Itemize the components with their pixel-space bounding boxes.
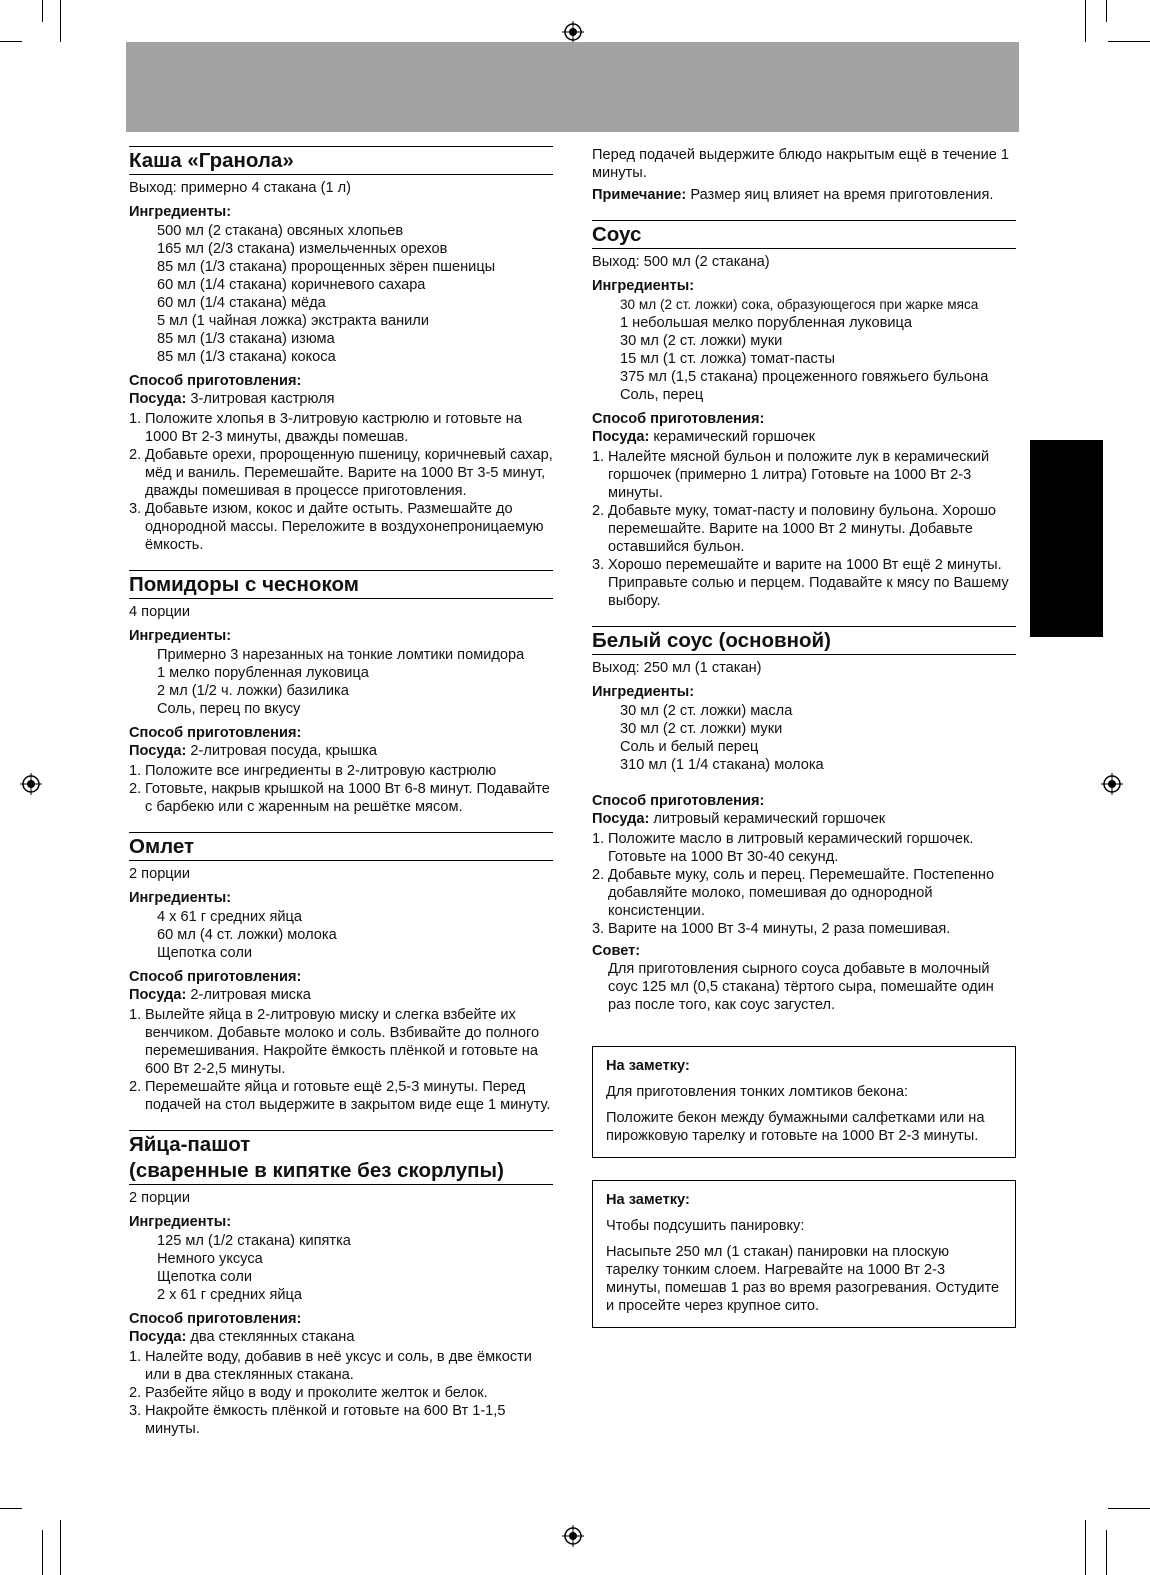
recipe-white-sauce [592,626,1016,1014]
note-box-line: Насыпьте 250 мл (1 стакан) панировки на плоскую тарелку тонким слоем. Нагревайте на 1000 Вт 2-3 минуты, помешав 1 раз во время разогревания. Остудите и просейте через крупное сито. [606,1244,1000,1314]
method-label: Способ приготовления: [592,411,765,427]
crop-mark [0,1508,22,1509]
crop-mark [42,1530,43,1575]
step-text: Накройте ёмкость плёнкой и готовьте на 600 Вт 1-1,5 минуты. [145,1403,506,1437]
registration-mark-icon [562,21,584,43]
step-number: 2. [592,867,605,883]
step-text: Хорошо перемешайте и варите на 1000 Вт ещё 2 минуты. Приправьте солью и перцем. Подавайте к мясу по Вашему выбору. [608,557,1009,609]
note-text: Размер яиц влияет на время приготовления. [686,187,994,203]
note-box-line: Положите бекон между бумажными салфетками или на пирожковую тарелку и готовьте на 1000 Вт 2-3 минуты. [606,1110,985,1144]
ingredient-item: Щепотка соли [157,945,252,961]
crop-mark [1108,1508,1150,1509]
cookware-label: Посуда: [129,987,187,1003]
cookware-line [129,986,553,1004]
step-number: 1. [129,763,142,779]
spacer [592,1030,1016,1046]
steps-list [129,1348,553,1438]
step-number: 3. [129,1403,142,1419]
recipe-tomatoes [129,570,553,816]
crop-mark [1106,0,1107,22]
ingredients-list [592,702,1016,774]
ingredient-item: 85 мл (1/3 стакана) пророщенных зёрен пшеницы [157,259,496,275]
recipe-yield: Выход: примерно 4 стакана (1 л) [129,180,352,196]
ingredient-item: 30 мл (2 ст. ложки) масла [620,703,793,719]
step-text: Добавьте изюм, кокос и дайте остыть. Размешайте до однородной массы. Переложите в воздухонепроницаемую ёмкость. [145,501,544,553]
recipe-title [129,1130,553,1185]
step-text: Варите на 1000 Вт 3-4 минуты, 2 раза помешивая. [608,921,951,937]
ingredient-item: Соль и белый перец [620,739,759,755]
ingredient-item: 15 мл (1 ст. ложка) томат-пасты [620,351,836,367]
note-box-line: Чтобы подсушить панировку: [606,1218,805,1234]
ingredients-label: Ингредиенты: [129,628,232,644]
poached-continuation: Перед подачей выдержите блюдо накрытым ещё в течение 1 минуты. [592,147,1010,181]
ingredients-list [129,646,553,718]
crop-mark [1106,1530,1107,1575]
ingredient-item: Щепотка соли [157,1269,252,1285]
cookware-value: литровый керамический горшочек [649,811,886,827]
side-tab [1030,440,1103,637]
step-number: 1. [592,831,605,847]
crop-mark [0,41,22,42]
recipe-title-line: Яйца-пашот [129,1133,251,1156]
ingredient-item: Соль, перец [620,387,704,403]
ingredient-item: 500 мл (2 стакана) овсяных хлопьев [157,223,404,239]
right-column [592,146,1016,1350]
ingredient-item: Примерно 3 нарезанных на тонкие ломтики помидора [157,647,525,663]
step-text: Перемешайте яйца и готовьте ещё 2,5-3 минуты. Перед подачей на стол выдержите в закрытом виде еще 1 минуту. [145,1079,551,1113]
step-number: 1. [129,1007,142,1023]
method-label: Способ приготовления: [129,725,302,741]
note-box-heading: На заметку: [606,1058,690,1074]
step-item [129,1402,553,1438]
note-box-breadcrumbs [592,1180,1016,1328]
step-item [129,410,553,446]
step-number: 1. [592,449,605,465]
step-item [592,866,1016,920]
tip-label: Совет: [592,943,641,959]
step-text: Добавьте муку, соль и перец. Перемешайте. Постепенно добавляйте молоко, помешивая до однородной консистенции. [608,867,995,919]
ingredient-item: 375 мл (1,5 стакана) процеженного говяжьего бульона [620,369,989,385]
step-item [592,830,1016,866]
step-text: Разбейте яйцо в воду и проколите желток и белок. [145,1385,488,1401]
step-number: 2. [129,447,142,463]
cookware-value: два стеклянных стакана [186,1329,355,1345]
step-item [592,556,1016,610]
note-box-heading: На заметку: [606,1192,690,1208]
step-item [129,1078,553,1114]
step-number: 1. [129,1349,142,1365]
cookware-label: Посуда: [129,391,187,407]
ingredient-item: 60 мл (1/4 стакана) коричневого сахара [157,277,426,293]
cookware-line [129,390,553,408]
recipe-title-line: (сваренные в кипятке без скорлупы) [129,1159,504,1182]
ingredients-list [129,222,553,366]
ingredient-item: 165 мл (2/3 стакана) измельченных орехов [157,241,448,257]
step-number: 2. [129,1079,142,1095]
note-box-line: Для приготовления тонких ломтиков бекона: [606,1084,909,1100]
ingredients-list [129,1232,553,1304]
ingredients-label: Ингредиенты: [592,684,695,700]
step-text: Положите все ингредиенты в 2-литровую кастрюлю [145,763,497,779]
crop-mark [60,0,61,42]
cookware-value: 2-литровая посуда, крышка [186,743,377,759]
method-label: Способ приготовления: [129,373,302,389]
cookware-line [592,810,1016,828]
step-item [129,446,553,500]
step-text: Налейте мясной бульон и положите лук в керамический горшочек (примерно 1 литра) Готовьте на 1000 Вт 2-3 минуты. [608,449,990,501]
cookware-value: 2-литровая миска [186,987,311,1003]
steps-list [592,448,1016,610]
crop-mark [1085,1520,1086,1575]
note-label: Примечание: [592,187,687,203]
step-number: 2. [129,1385,142,1401]
step-text: Вылейте яйца в 2-литровую миску и слегка взбейте их венчиком. Добавьте молоко и соль. Взбивайте до полного перемешивания. Накройте ёмкость плёнкой и готовьте на 600 Вт 2-2,5 минуты. [145,1007,540,1077]
ingredient-item: 1 мелко порубленная луковица [157,665,369,681]
steps-list [592,830,1016,938]
step-text: Готовьте, накрыв крышкой на 1000 Вт 6-8 минут. Подавайте с барбекю или с жаренным на решётке мясом. [145,781,550,815]
ingredients-list [592,296,1016,404]
step-number: 2. [129,781,142,797]
cookware-label: Посуда: [129,743,187,759]
tip-text: Для приготовления сырного соуса добавьте в молочный соус 125 мл (0,5 стакана) тёртого сыра, помешайте один раз после того, как соус загустел. [608,961,994,1013]
recipe-granola [129,146,553,554]
ingredient-item: 2 x 61 г средних яйца [157,1287,303,1303]
step-number: 3. [592,557,605,573]
recipe-title: Помидоры с чесноком [129,570,553,599]
step-text: Положите масло в литровый керамический горшочек. Готовьте на 1000 Вт 30-40 секунд. [608,831,974,865]
step-text: Добавьте муку, томат-пасту и половину бульона. Хорошо перемешайте. Варите на 1000 Вт 2 минуты. Добавьте оставшийся бульон. [608,503,997,555]
registration-mark-icon [1101,773,1123,795]
header-band [126,42,1019,132]
step-item [592,920,1016,938]
cookware-line [129,1328,553,1346]
ingredient-item: 85 мл (1/3 стакана) кокоса [157,349,336,365]
ingredient-item: 4 x 61 г средних яйца [157,909,303,925]
ingredients-list [129,908,553,962]
ingredient-item: 310 мл (1 1/4 стакана) молока [620,757,824,773]
ingredient-item: 2 мл (1/2 ч. ложки) базилика [157,683,349,699]
step-item [129,1006,553,1078]
cookware-label: Посуда: [592,429,650,445]
ingredient-item: 5 мл (1 чайная ложка) экстракта ванили [157,313,429,329]
cookware-line [129,742,553,760]
ingredients-label: Ингредиенты: [592,278,695,294]
step-item [592,448,1016,502]
method-label: Способ приготовления: [129,1311,302,1327]
left-column [129,146,553,1454]
step-item [129,500,553,554]
cookware-value: 3-литровая кастрюля [186,391,335,407]
crop-mark [42,0,43,22]
ingredient-item: 30 мл (2 ст. ложки) муки [620,333,783,349]
note-line [592,186,1016,204]
cookware-label: Посуда: [592,811,650,827]
step-item [129,1348,553,1384]
step-item [129,762,553,780]
step-number: 2. [592,503,605,519]
step-number: 3. [129,501,142,517]
steps-list [129,762,553,816]
step-number: 3. [592,921,605,937]
ingredient-item: 30 мл (2 ст. ложки) муки [620,721,783,737]
recipe-poached-eggs [129,1130,553,1438]
step-text: Добавьте орехи, пророщенную пшеницу, коричневый сахар, мёд и ваниль. Перемешайте. Варите на 1000 Вт 3-5 минут, дважды помешивая в процессе приготовления. [145,447,553,499]
crop-mark [1085,0,1086,42]
ingredient-item: 60 мл (1/4 стакана) мёда [157,295,326,311]
step-item [129,780,553,816]
cookware-line [592,428,1016,446]
ingredients-label: Ингредиенты: [129,890,232,906]
recipe-sauce [592,220,1016,610]
cookware-label: Посуда: [129,1329,187,1345]
recipe-yield: 4 порции [129,604,190,620]
steps-list [129,410,553,554]
ingredients-label: Ингредиенты: [129,204,232,220]
step-text: Налейте воду, добавив в неё уксус и соль, в две ёмкости или в два стеклянных стакана. [145,1349,532,1383]
recipe-title: Каша «Гранола» [129,146,553,175]
crop-mark [1108,41,1150,42]
ingredient-item: 30 мл (2 ст. ложки) сока, образующегося при жарке мяса [620,297,979,312]
recipe-title: Белый соус (основной) [592,626,1016,655]
method-label: Способ приготовления: [592,793,765,809]
cookware-value: керамический горшочек [649,429,816,445]
ingredient-item: Немного уксуса [157,1251,263,1267]
recipe-yield: 2 порции [129,866,190,882]
ingredient-item: Соль, перец по вкусу [157,701,301,717]
step-item [129,1384,553,1402]
method-label: Способ приготовления: [129,969,302,985]
recipe-yield: 2 порции [129,1190,190,1206]
recipe-title: Омлет [129,832,553,861]
step-item [592,502,1016,556]
ingredient-item: 60 мл (4 ст. ложки) молока [157,927,337,943]
crop-mark [60,1520,61,1575]
step-text: Положите хлопья в 3-литровую кастрюлю и готовьте на 1000 Вт 2-3 минуты, дважды помешав. [145,411,522,445]
steps-list [129,1006,553,1114]
step-number: 1. [129,411,142,427]
note-box-bacon [592,1046,1016,1158]
registration-mark-icon [562,1525,584,1547]
ingredient-item: 1 небольшая мелко порубленная луковица [620,315,912,331]
recipe-yield: Выход: 500 мл (2 стакана) [592,254,770,270]
registration-mark-icon [20,773,42,795]
recipe-omelet [129,832,553,1114]
ingredient-item: 125 мл (1/2 стакана) кипятка [157,1233,351,1249]
ingredients-label: Ингредиенты: [129,1214,232,1230]
ingredient-item: 85 мл (1/3 стакана) изюма [157,331,335,347]
recipe-yield: Выход: 250 мл (1 стакан) [592,660,762,676]
recipe-title: Соус [592,220,1016,249]
